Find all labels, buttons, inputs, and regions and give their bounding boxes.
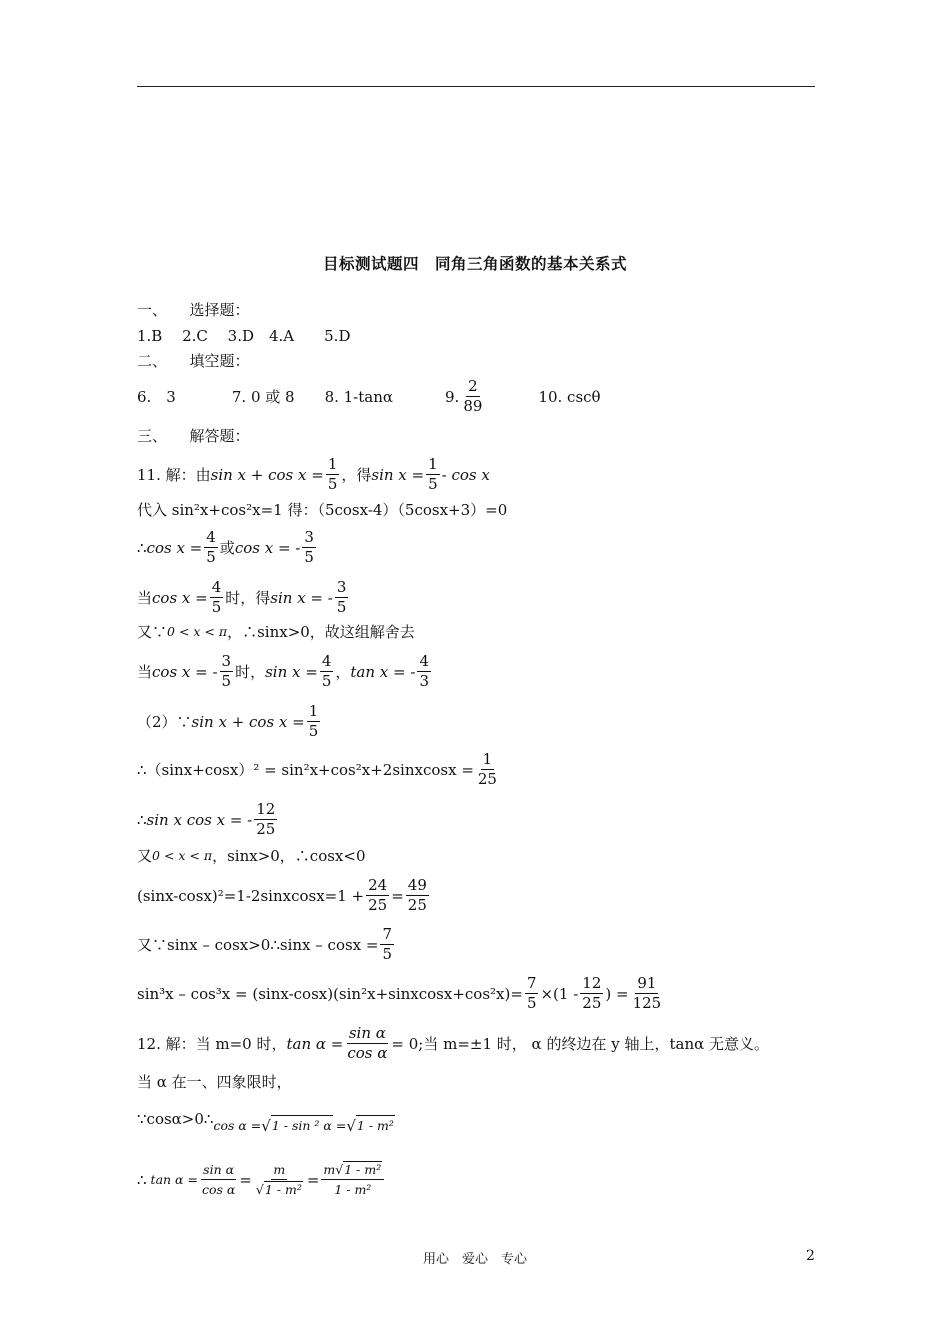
section-heading-choice: 一、 选择题： bbox=[137, 301, 250, 319]
q12-line-4: ∴ tan α = $\frac{\text{sin α}}{\text{cos α}}$ = $\frac{m}{\text{√1 - m²}}$ = $\frac{\text{m√1 - m²}}{\text{1 - m²}}$ bbox=[137, 1160, 386, 1199]
q11-line-2: 代入 sin²x+cos²x=1 得：（5cosx-4）（5cosx+3）=0 bbox=[137, 501, 508, 519]
q11-line-6: 当 cos x = - 3 5 时， sin x = $\frac{4}{5}$ ， tan x = - 4 3 bbox=[137, 652, 429, 690]
q11-line-9: ∴ sin x cos x = - 12 25 bbox=[137, 800, 276, 838]
q11-line-3: ∴ cos x = $\frac{4}{5}$ 或 cos x = - 3 5 bbox=[137, 528, 314, 566]
header-rule bbox=[137, 86, 815, 87]
q12-line-1: 12. 解：当 m=0 时， tan α = $\frac{\text{sin α}}{\text{cos α}}$ = 0 ;当 m=±1 时， α 的终边在 y 轴上，tanα 无意义。 bbox=[137, 1024, 769, 1062]
q11-line-1: 11. 解：由 sin x + cos x = $\frac{1}{5}$ ，得 sin x = $\frac{1}{5}$ - cos x bbox=[137, 455, 490, 493]
fill-answers: 6. 3 7. 0 或 8 8. 1-tanα 9. 2 89 10. cscθ bbox=[137, 377, 601, 415]
q11-line-7: （2）∵ sin x + cos x = $\frac{1}{5}$ bbox=[137, 702, 319, 740]
q11-line-13: sin³x – cos³x = (sinx-cosx)(sin²x+sinxcosx+cos²x)= $\frac{7}{5}$ ×(1 - 12 25 ) = $\frac{91}{125}$ bbox=[137, 974, 662, 1012]
q11-line-5: 又∵ 0 < x < π ，∴sinx>0，故这组解舍去 bbox=[137, 623, 415, 641]
q11-line-10: 又 0 < x < π ，sinx>0，∴cosx<0 bbox=[137, 847, 366, 865]
fraction: 2 89 bbox=[463, 377, 483, 415]
choice-answers: 1.B 2.C 3.D 4.A 5.D bbox=[137, 327, 351, 345]
q11-line-8: ∴（sinx+cosx）² = sin²x+cos²x+2sinxcosx = $\frac{1}{25}$ bbox=[137, 750, 497, 788]
q12-line-2: 当 α 在一、四象限时， bbox=[137, 1073, 292, 1091]
page-title: 目标测试题四 同角三角函数的基本关系式 bbox=[322, 255, 627, 273]
q11-line-11: (sinx-cosx)²=1-2sinxcosx= 1 + $\frac{24}{25}$ = $\frac{49}{25}$ bbox=[137, 876, 427, 914]
footer-slogan: 用心 爱心 专心 bbox=[422, 1252, 527, 1267]
q12-line-3: ∵cosα>0∴ cos α = √ 1 - sin ² α = √ 1 - m² bbox=[137, 1109, 394, 1135]
section-heading-fill: 二、 填空题： bbox=[137, 352, 250, 370]
section-heading-solve: 三、 解答题： bbox=[137, 427, 250, 445]
q11-line-12: 又∵sinx – cosx>0∴sinx – cosx = $\frac{7}{5}$ bbox=[137, 925, 393, 963]
q11-line-4: 当 cos x = $\frac{4}{5}$ 时，得 sin x = - 3 5 bbox=[137, 578, 347, 616]
page-number: 2 bbox=[806, 1248, 815, 1264]
